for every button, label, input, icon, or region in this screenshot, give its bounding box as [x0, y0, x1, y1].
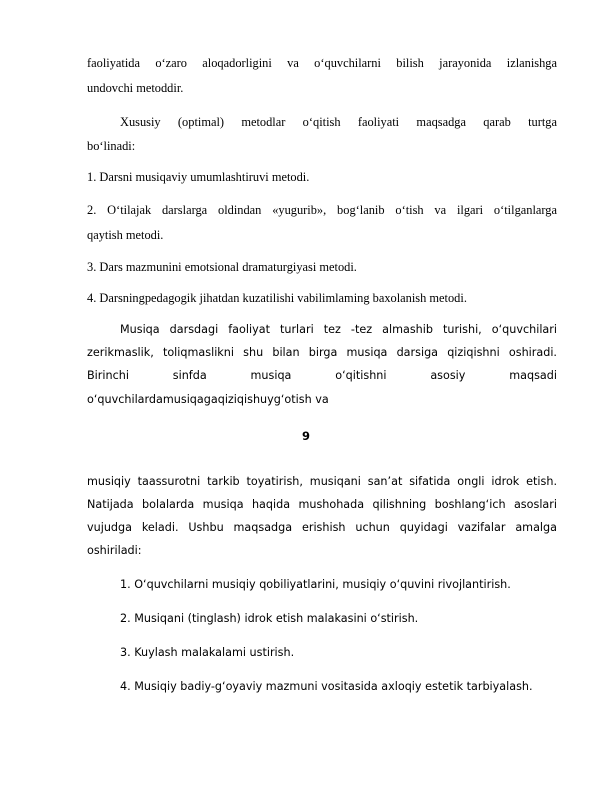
paragraph-line: Musiqa darsdagi faoliyat turlari tez -tez almashib turishi, o‘quvchilari: [120, 323, 557, 336]
paragraph-line: Natijada bolalarda musiqa haqida mushohada qilishning boshlang‘ich asoslari: [87, 498, 557, 511]
paragraph-line: Birinchi sinfda musiqa o‘qitishni asosiy maqsadi: [87, 369, 557, 382]
list-item: 4. Musiqiy badiy-g‘oyaviy mazmuni vositasida axloqiy estetik tarbiyalash.: [120, 680, 533, 693]
paragraph-line: o‘quvchilardamusiqagaqiziqishuyg‘otish va: [87, 393, 329, 406]
paragraph-line: undovchi metoddir.: [87, 81, 184, 95]
paragraph-line: musiqiy taassurotni tarkib toyatirish, musiqani san’at sifatida ongli idrok etish.: [87, 475, 557, 488]
list-item: 1. O‘quvchilarni musiqiy qobiliyatlarini, musiqiy o‘quvini rivojlantirish.: [120, 578, 511, 591]
paragraph-line: faoliyatida o‘zaro aloqadorligini va o‘quvchilarni bilish jarayonida izlanishga: [87, 56, 557, 70]
paragraph-line: oshiriladi:: [87, 544, 142, 557]
list-item-continuation: qaytish metodi.: [87, 228, 164, 242]
list-item: 3. Kuylash malakalami ustirish.: [120, 646, 295, 659]
list-item: 3. Dars mazmunini emotsional dramaturgiyasi metodi.: [87, 260, 357, 274]
paragraph-line: Xususiy (optimal) metodlar o‘qitish faoliyati maqsadga qarab turtga: [120, 115, 557, 129]
list-item: 2. Musiqani (tinglash) idrok etish malakasini o‘stirish.: [120, 612, 419, 625]
paragraph-line: zerikmaslik, toliqmaslikni shu bilan birga musiqa darsiga qiziqishni oshiradi.: [87, 346, 557, 359]
list-item: 1. Darsni musiqaviy umumlashtiruvi metodi.: [87, 170, 310, 184]
list-item: 4. Darsningpedagogik jihatdan kuzatilishi vabilimlaming baxolanish metodi.: [87, 291, 467, 305]
paragraph-line: bo‘linadi:: [87, 139, 136, 153]
list-item: 2. O‘tilajak darslarga oldindan «yugurib», bog‘lanib o‘tish va ilgari o‘tilganlarga: [87, 203, 557, 217]
page-number: 9: [301, 429, 310, 443]
paragraph-line: vujudga keladi. Ushbu maqsadga erishish uchun quyidagi vazifalar amalga: [87, 521, 557, 534]
